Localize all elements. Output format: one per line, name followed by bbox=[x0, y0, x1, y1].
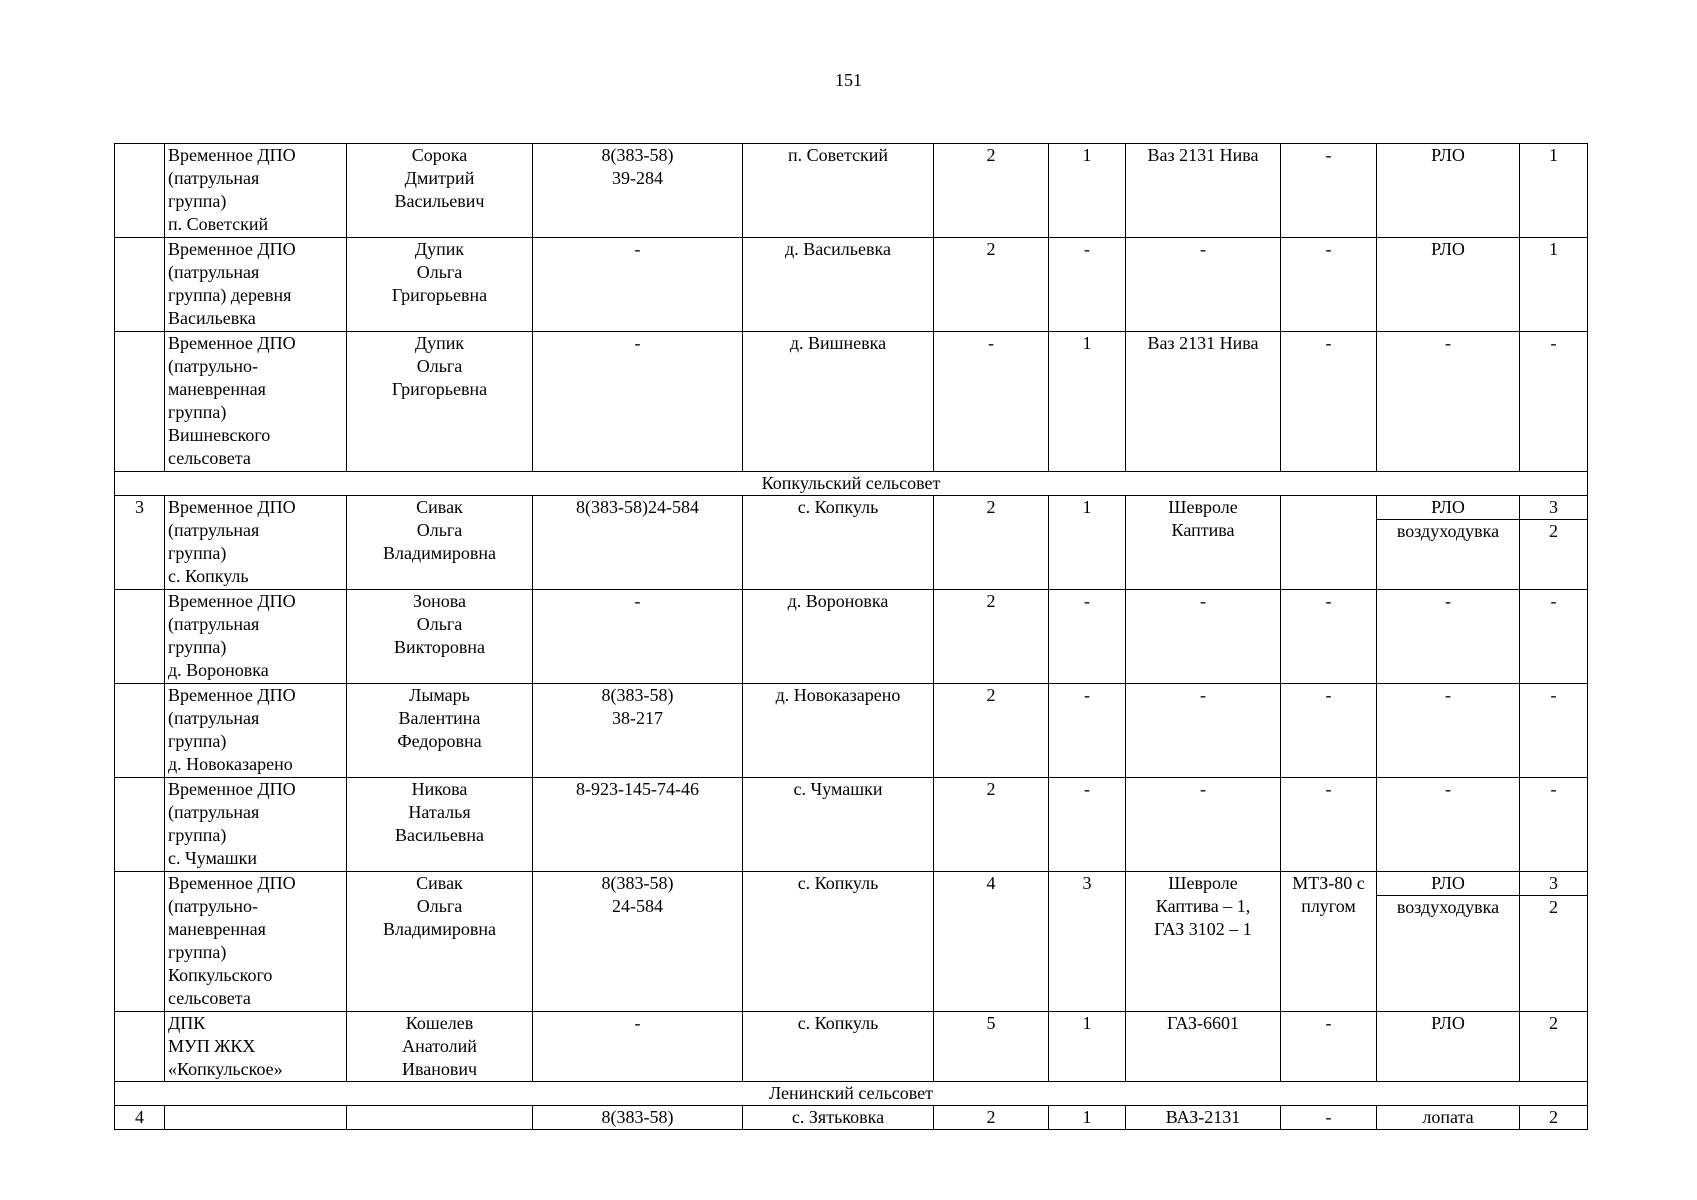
head-name-line: Лымарь bbox=[409, 685, 470, 705]
vehicle-count: 1 bbox=[1049, 496, 1126, 590]
equipment-qty: 1 bbox=[1549, 239, 1558, 259]
equipment-name-cell bbox=[1377, 1012, 1520, 1082]
vehicle-cell bbox=[1126, 778, 1281, 872]
phone-line: - bbox=[634, 1013, 641, 1033]
equipment-name: РЛО bbox=[1431, 239, 1465, 259]
head-name-line: Владимировна bbox=[383, 543, 496, 563]
equipment-name: - bbox=[1445, 591, 1451, 611]
tech-line: - bbox=[1325, 779, 1332, 799]
unit-name-line: группа) bbox=[168, 543, 227, 563]
phone-line: 8(383-58) bbox=[601, 685, 674, 705]
head-name-cell bbox=[347, 332, 533, 472]
vehicle-line: Шевроле bbox=[1168, 497, 1238, 517]
head-name-line: Сивак bbox=[416, 873, 463, 893]
equipment-qty-cell bbox=[1520, 778, 1588, 872]
unit-name-line: Временное ДПО bbox=[168, 591, 296, 611]
head-name-line: Наталья bbox=[408, 802, 471, 822]
tech-cell bbox=[1281, 684, 1377, 778]
tech-line: - bbox=[1325, 591, 1332, 611]
equipment-name: РЛО bbox=[1431, 1013, 1465, 1033]
equipment-name: - bbox=[1445, 779, 1451, 799]
fire-units-table bbox=[114, 143, 1588, 1130]
section-row bbox=[115, 472, 1588, 496]
unit-name-line: с. Копкуль bbox=[168, 566, 249, 586]
head-name-line: Григорьевна bbox=[391, 379, 488, 399]
tech-line: - bbox=[1325, 685, 1332, 705]
phone-cell bbox=[533, 1012, 743, 1082]
phone-line: 8(383-58)24-584 bbox=[576, 497, 699, 517]
equipment-name-cell bbox=[1377, 684, 1520, 778]
equipment-name: РЛО bbox=[1431, 873, 1465, 893]
equipment-name-cell bbox=[1377, 332, 1520, 472]
unit-name-line: ДПК bbox=[168, 1013, 206, 1033]
tech-line: - bbox=[1325, 239, 1332, 259]
row-number bbox=[115, 872, 165, 1012]
tech-cell bbox=[1281, 778, 1377, 872]
unit-name-cell bbox=[165, 684, 347, 778]
tech-line: плугом bbox=[1301, 896, 1356, 916]
unit-name-cell bbox=[165, 238, 347, 332]
equipment-qty-cell bbox=[1520, 590, 1588, 684]
personnel-count: 2 bbox=[934, 684, 1049, 778]
tech-cell bbox=[1281, 144, 1377, 238]
vehicle-line: ВАЗ-2131 bbox=[1165, 1107, 1241, 1127]
equipment-qty-cell bbox=[1520, 1106, 1588, 1130]
unit-name-line: Временное ДПО bbox=[168, 333, 296, 353]
unit-name-line: (патрульная bbox=[168, 168, 260, 188]
vehicle-count: 3 bbox=[1049, 872, 1126, 1012]
head-name-line: Зонова bbox=[413, 591, 466, 611]
head-name-line: Ольга bbox=[416, 614, 463, 634]
section-title: Копкульский сельсовет bbox=[115, 472, 1588, 496]
equipment-name: - bbox=[1445, 333, 1451, 353]
equipment-qty-cell bbox=[1520, 872, 1588, 1012]
personnel-count: 2 bbox=[934, 778, 1049, 872]
head-name-cell bbox=[347, 144, 533, 238]
head-name-cell bbox=[347, 778, 533, 872]
vehicle-cell bbox=[1126, 1012, 1281, 1082]
head-name-line: Ольга bbox=[416, 356, 463, 376]
equipment-qty: 2 bbox=[1520, 519, 1587, 543]
tech-cell bbox=[1281, 332, 1377, 472]
unit-name-cell bbox=[165, 144, 347, 238]
row-number bbox=[115, 778, 165, 872]
head-name-cell bbox=[347, 684, 533, 778]
unit-name-line: «Копкульское» bbox=[168, 1059, 283, 1079]
equipment-qty: - bbox=[1550, 591, 1557, 611]
table-row bbox=[115, 1106, 1588, 1130]
phone-line: 24-584 bbox=[612, 896, 663, 916]
vehicle-line: - bbox=[1200, 239, 1206, 259]
vehicle-line: Шевроле bbox=[1168, 873, 1238, 893]
head-name-cell bbox=[347, 238, 533, 332]
table-row bbox=[115, 778, 1588, 872]
unit-name-line: сельсовета bbox=[168, 448, 251, 468]
row-number bbox=[115, 1012, 165, 1082]
unit-name-line: группа) bbox=[168, 942, 227, 962]
unit-name-line: с. Чумашки bbox=[168, 848, 257, 868]
location-cell: п. Советский bbox=[743, 144, 934, 238]
vehicle-line: - bbox=[1200, 685, 1206, 705]
vehicle-cell bbox=[1126, 332, 1281, 472]
vehicle-cell bbox=[1126, 238, 1281, 332]
personnel-count: 2 bbox=[934, 496, 1049, 590]
vehicle-cell bbox=[1126, 1106, 1281, 1130]
unit-name-line: МУП ЖКХ bbox=[168, 1036, 256, 1056]
unit-name-line: д. Новоказарено bbox=[168, 754, 293, 774]
phone-line: 39-284 bbox=[612, 168, 663, 188]
location-cell: д. Васильевка bbox=[743, 238, 934, 332]
phone-line: 38-217 bbox=[612, 708, 663, 728]
row-number bbox=[115, 238, 165, 332]
head-name-line: Сивак bbox=[416, 497, 463, 517]
unit-name-line: Вишневского bbox=[168, 425, 271, 445]
unit-name-line: Временное ДПО bbox=[168, 685, 296, 705]
vehicle-cell bbox=[1126, 684, 1281, 778]
vehicle-count: - bbox=[1049, 238, 1126, 332]
head-name-line: Сорока bbox=[411, 145, 468, 165]
table-row bbox=[115, 144, 1588, 238]
vehicle-cell bbox=[1126, 144, 1281, 238]
tech-cell bbox=[1281, 872, 1377, 1012]
equipment-qty: - bbox=[1550, 779, 1557, 799]
equipment-qty-cell bbox=[1520, 496, 1588, 590]
equipment-name: - bbox=[1445, 685, 1451, 705]
equipment-name: лопата bbox=[1422, 1107, 1474, 1127]
head-name-line: Анатолий bbox=[402, 1036, 477, 1056]
unit-name-line: маневренная bbox=[168, 919, 266, 939]
equipment-name-cell bbox=[1377, 238, 1520, 332]
equipment-qty: 3 bbox=[1549, 873, 1558, 893]
unit-name-cell bbox=[165, 590, 347, 684]
tech-line: - bbox=[1325, 1013, 1332, 1033]
location-cell: д. Новоказарено bbox=[743, 684, 934, 778]
head-name-line: Ольга bbox=[416, 896, 463, 916]
head-name-line: Викторовна bbox=[394, 637, 485, 657]
table-row bbox=[115, 684, 1588, 778]
head-name-line: Владимировна bbox=[383, 919, 496, 939]
equipment-qty: 2 bbox=[1549, 1013, 1558, 1033]
location-cell: д. Вишневка bbox=[743, 332, 934, 472]
phone-cell bbox=[533, 496, 743, 590]
head-name-line: Дмитрий bbox=[404, 168, 475, 188]
personnel-count: - bbox=[934, 332, 1049, 472]
head-name-cell bbox=[347, 872, 533, 1012]
location-cell: с. Копкуль bbox=[743, 1012, 934, 1082]
unit-name-line: (патрульно- bbox=[168, 896, 259, 916]
section-row bbox=[115, 1082, 1588, 1106]
phone-line: - bbox=[634, 591, 641, 611]
unit-name-line: группа) bbox=[168, 731, 227, 751]
equipment-qty: 2 bbox=[1520, 895, 1587, 919]
unit-name-cell bbox=[165, 778, 347, 872]
vehicle-count: 1 bbox=[1049, 144, 1126, 238]
vehicle-line: Каптива – 1, bbox=[1155, 896, 1251, 916]
head-name-cell bbox=[347, 1012, 533, 1082]
unit-name-line: Временное ДПО bbox=[168, 873, 296, 893]
unit-name-cell bbox=[165, 496, 347, 590]
location-cell: с. Чумашки bbox=[743, 778, 934, 872]
tech-cell bbox=[1281, 590, 1377, 684]
head-name-cell bbox=[347, 496, 533, 590]
head-name-line: Иванович bbox=[401, 1059, 478, 1079]
equipment-name-cell bbox=[1377, 1106, 1520, 1130]
equipment-name-cell bbox=[1377, 496, 1520, 590]
equipment-name: воздуходувка bbox=[1377, 519, 1519, 543]
unit-name-line: (патрульная bbox=[168, 708, 260, 728]
tech-cell bbox=[1281, 496, 1377, 590]
head-name-line: Федоровна bbox=[397, 731, 482, 751]
vehicle-line: ГАЗ 3102 – 1 bbox=[1154, 919, 1252, 939]
phone-cell bbox=[533, 872, 743, 1012]
equipment-qty: 2 bbox=[1549, 1107, 1558, 1127]
table-row bbox=[115, 238, 1588, 332]
location-cell: с. Копкуль bbox=[743, 496, 934, 590]
unit-name-line: группа) деревня bbox=[168, 285, 292, 305]
phone-cell bbox=[533, 238, 743, 332]
phone-line: 8(383-58) bbox=[601, 873, 674, 893]
head-name-line: Ольга bbox=[416, 262, 463, 282]
unit-name-line: группа) bbox=[168, 637, 227, 657]
head-name-line: Никова bbox=[411, 779, 468, 799]
location-cell: с. Зятьковка bbox=[743, 1106, 934, 1130]
vehicle-line: ГАЗ-6601 bbox=[1166, 1013, 1239, 1033]
head-name-line: Васильевна bbox=[395, 825, 484, 845]
vehicle-count: 1 bbox=[1049, 1106, 1126, 1130]
phone-line: 8(383-58) bbox=[601, 145, 674, 165]
location-cell: д. Вороновка bbox=[743, 590, 934, 684]
phone-line: - bbox=[634, 333, 641, 353]
personnel-count: 4 bbox=[934, 872, 1049, 1012]
vehicle-cell bbox=[1126, 590, 1281, 684]
phone-line: 8(383-58) bbox=[601, 1107, 674, 1127]
tech-cell bbox=[1281, 1012, 1377, 1082]
head-name-line: Григорьевна bbox=[391, 285, 488, 305]
table-row bbox=[115, 872, 1588, 1012]
table-row bbox=[115, 332, 1588, 472]
unit-name-line: Временное ДПО bbox=[168, 145, 296, 165]
phone-cell bbox=[533, 590, 743, 684]
vehicle-cell bbox=[1126, 496, 1281, 590]
unit-name-line: Временное ДПО bbox=[168, 497, 296, 517]
table-row bbox=[115, 1012, 1588, 1082]
unit-name-cell bbox=[165, 1106, 347, 1130]
head-name-line: Дупик bbox=[414, 333, 465, 353]
head-name-line: Васильевич bbox=[394, 191, 485, 211]
row-number: 3 bbox=[115, 496, 165, 590]
personnel-count: 2 bbox=[934, 238, 1049, 332]
row-number bbox=[115, 144, 165, 238]
unit-name-line: Копкульского bbox=[168, 965, 273, 985]
unit-name-line: Временное ДПО bbox=[168, 239, 296, 259]
equipment-qty-cell bbox=[1520, 144, 1588, 238]
head-name-line: Валентина bbox=[398, 708, 481, 728]
vehicle-count: - bbox=[1049, 778, 1126, 872]
location-cell: с. Копкуль bbox=[743, 872, 934, 1012]
unit-name-line: (патрульная bbox=[168, 262, 260, 282]
unit-name-line: сельсовета bbox=[168, 988, 251, 1008]
head-name-line: Кошелев bbox=[405, 1013, 474, 1033]
phone-cell bbox=[533, 778, 743, 872]
vehicle-line: Каптива bbox=[1171, 520, 1235, 540]
unit-name-line: Временное ДПО bbox=[168, 779, 296, 799]
equipment-qty-cell bbox=[1520, 332, 1588, 472]
equipment-qty-cell bbox=[1520, 238, 1588, 332]
equipment-name-cell bbox=[1377, 144, 1520, 238]
equipment-qty: 3 bbox=[1549, 497, 1558, 517]
row-number bbox=[115, 684, 165, 778]
row-number bbox=[115, 332, 165, 472]
head-name-cell bbox=[347, 590, 533, 684]
vehicle-cell bbox=[1126, 872, 1281, 1012]
table-row bbox=[115, 590, 1588, 684]
personnel-count: 2 bbox=[934, 144, 1049, 238]
equipment-name: воздуходувка bbox=[1377, 895, 1519, 919]
unit-name-line: п. Советский bbox=[168, 214, 269, 234]
phone-cell bbox=[533, 332, 743, 472]
vehicle-line: Ваз 2131 Нива bbox=[1147, 145, 1259, 165]
unit-name-line: (патрульная bbox=[168, 802, 260, 822]
phone-line: 8-923-145-74-46 bbox=[576, 779, 699, 799]
row-number: 4 bbox=[115, 1106, 165, 1130]
personnel-count: 5 bbox=[934, 1012, 1049, 1082]
tech-cell bbox=[1281, 1106, 1377, 1130]
tech-line: - bbox=[1325, 333, 1332, 353]
section-title: Ленинский сельсовет bbox=[115, 1082, 1588, 1106]
unit-name-cell bbox=[165, 872, 347, 1012]
unit-name-line: д. Вороновка bbox=[168, 660, 269, 680]
head-name-line: Ольга bbox=[416, 520, 463, 540]
equipment-qty-cell bbox=[1520, 1012, 1588, 1082]
unit-name-line: группа) bbox=[168, 825, 227, 845]
page-number: 151 bbox=[835, 70, 862, 90]
phone-cell bbox=[533, 684, 743, 778]
equipment-name: РЛО bbox=[1431, 145, 1465, 165]
tech-cell bbox=[1281, 238, 1377, 332]
phone-line: - bbox=[634, 239, 641, 259]
equipment-name-cell bbox=[1377, 872, 1520, 1012]
equipment-name-cell bbox=[1377, 590, 1520, 684]
equipment-qty: 1 bbox=[1549, 145, 1558, 165]
unit-name-line: группа) bbox=[168, 402, 227, 422]
unit-name-line: маневренная bbox=[168, 379, 266, 399]
equipment-qty-cell bbox=[1520, 684, 1588, 778]
vehicle-line: - bbox=[1200, 591, 1206, 611]
unit-name-cell bbox=[165, 332, 347, 472]
equipment-name-cell bbox=[1377, 778, 1520, 872]
personnel-count: 2 bbox=[934, 590, 1049, 684]
tech-line: МТЗ-80 с bbox=[1292, 873, 1365, 893]
personnel-count: 2 bbox=[934, 1106, 1049, 1130]
phone-cell bbox=[533, 1106, 743, 1130]
unit-name-line: группа) bbox=[168, 191, 227, 211]
unit-name-line: (патрульно- bbox=[168, 356, 259, 376]
unit-name-cell bbox=[165, 1012, 347, 1082]
vehicle-count: - bbox=[1049, 684, 1126, 778]
equipment-name: РЛО bbox=[1431, 497, 1465, 517]
head-name-line: Дупик bbox=[414, 239, 465, 259]
vehicle-count: 1 bbox=[1049, 1012, 1126, 1082]
phone-cell bbox=[533, 144, 743, 238]
row-number bbox=[115, 590, 165, 684]
equipment-qty: - bbox=[1550, 333, 1557, 353]
table-row bbox=[115, 496, 1588, 590]
unit-name-line: (патрульная bbox=[168, 614, 260, 634]
vehicle-count: 1 bbox=[1049, 332, 1126, 472]
head-name-cell bbox=[347, 1106, 533, 1130]
unit-name-line: (патрульная bbox=[168, 520, 260, 540]
equipment-qty: - bbox=[1550, 685, 1557, 705]
tech-line: - bbox=[1325, 145, 1332, 165]
unit-name-line: Васильевка bbox=[168, 308, 256, 328]
tech-line: - bbox=[1325, 1107, 1332, 1127]
vehicle-count: - bbox=[1049, 590, 1126, 684]
vehicle-line: Ваз 2131 Нива bbox=[1147, 333, 1259, 353]
vehicle-line: - bbox=[1200, 779, 1206, 799]
